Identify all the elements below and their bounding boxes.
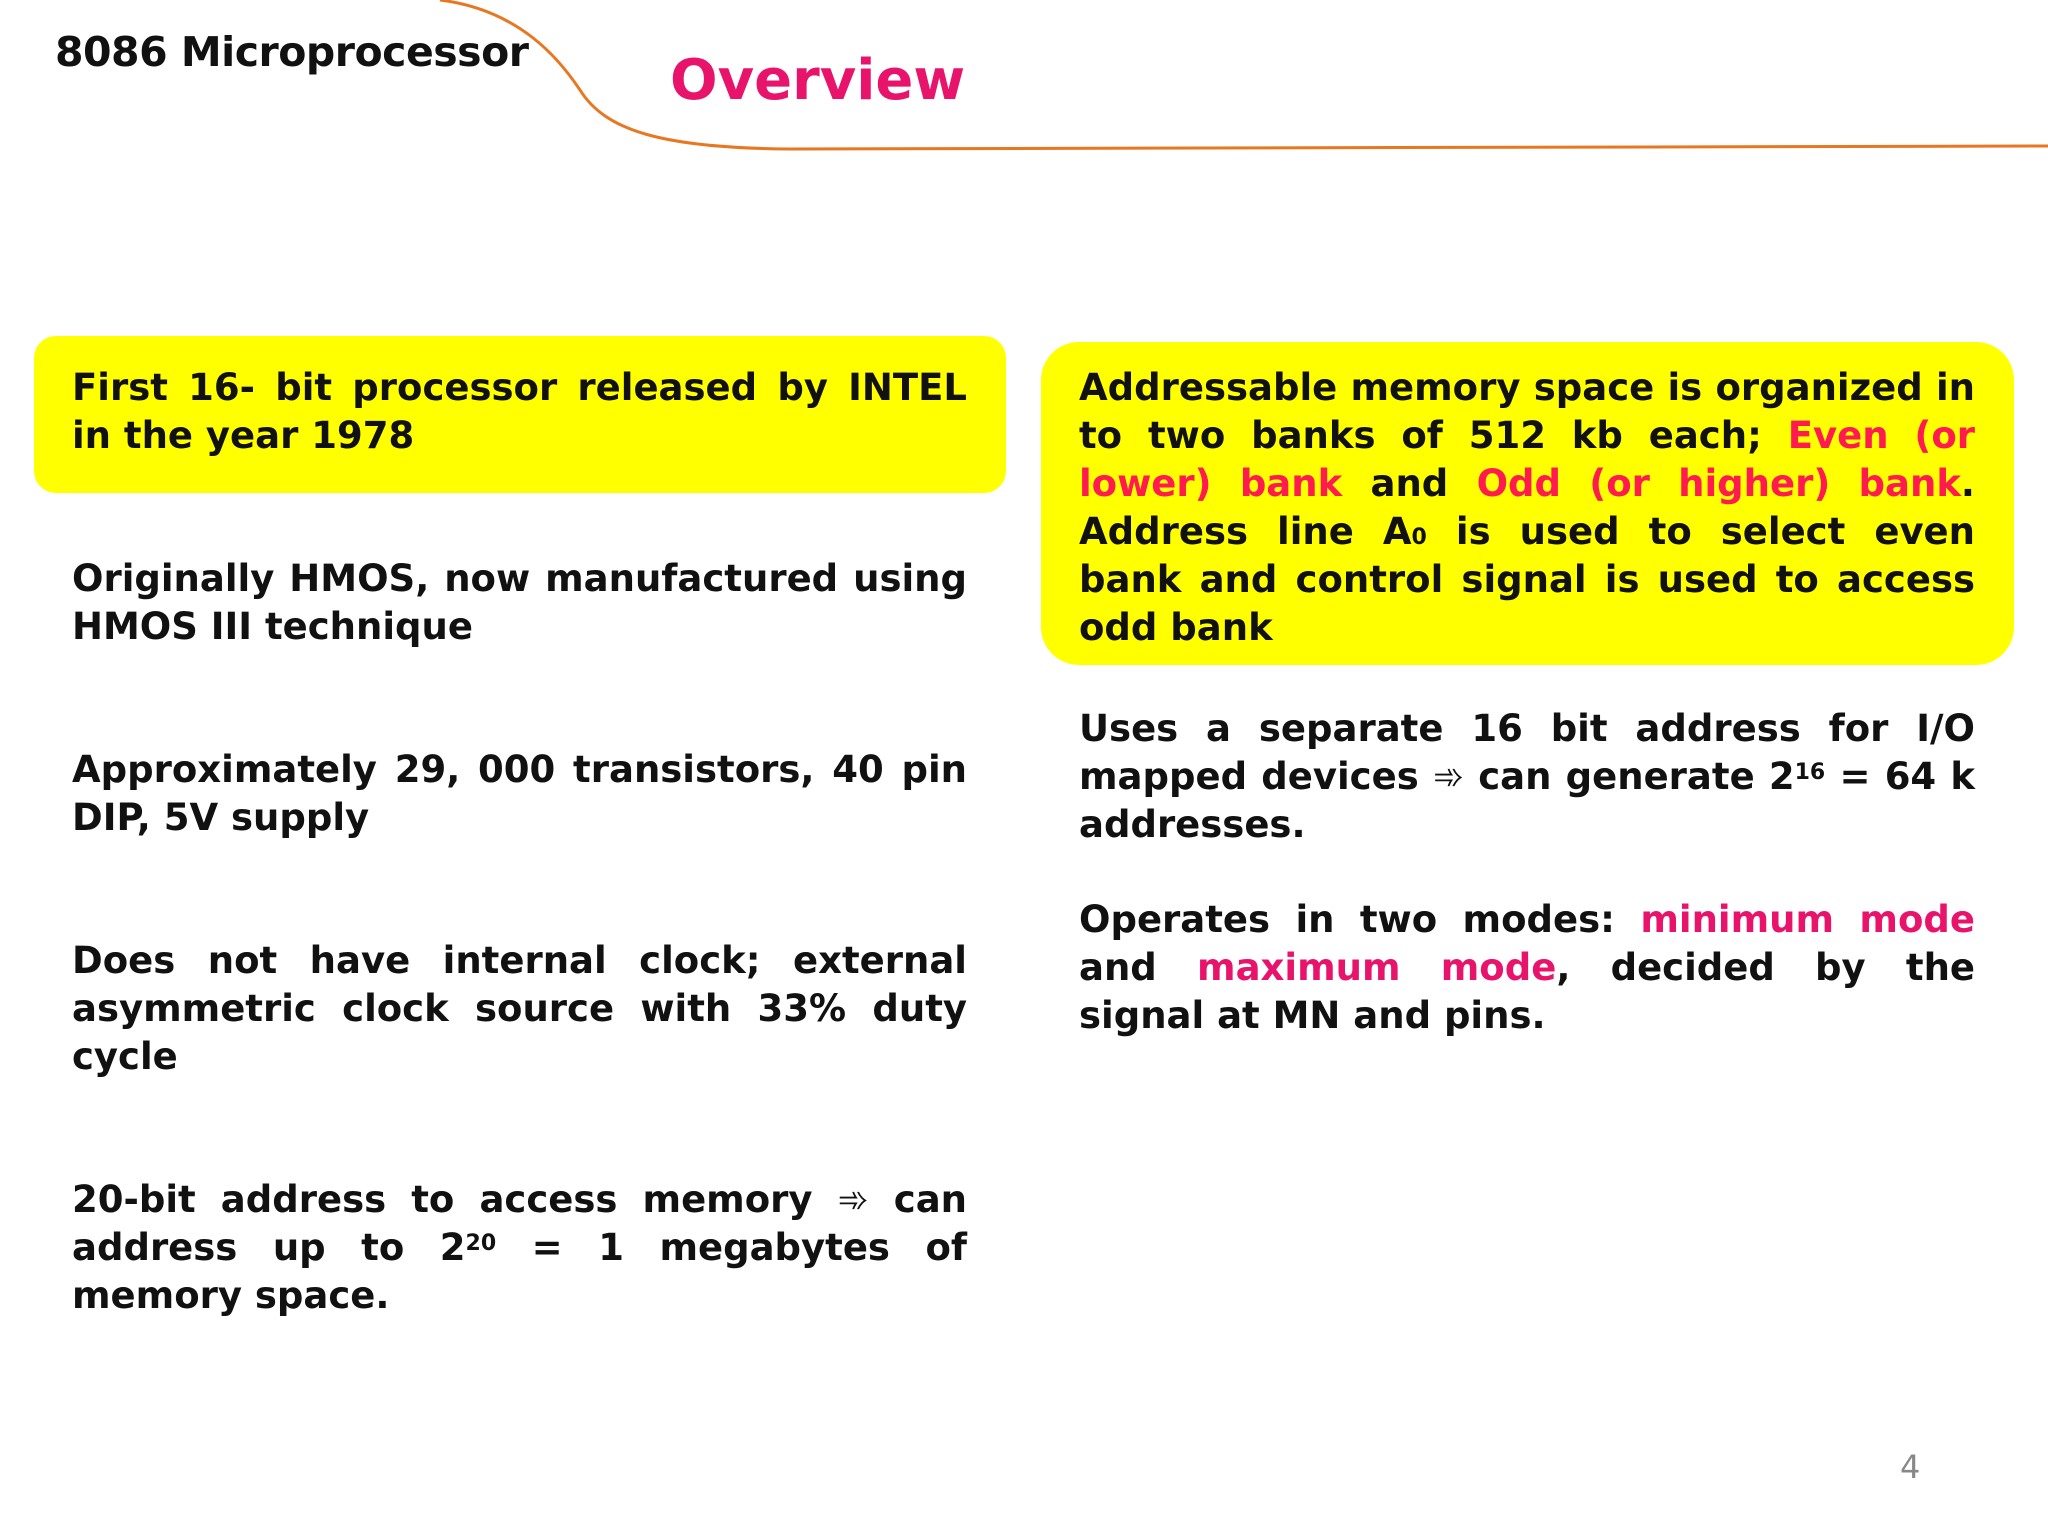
- arrow-icon: ➾: [837, 1178, 869, 1221]
- minimum-mode-text: minimum mode: [1640, 898, 1975, 941]
- point-text: Does not have internal clock; external asymmetric clock source with 33% duty cycle: [72, 939, 967, 1078]
- slide-title: Overview: [670, 48, 966, 113]
- point-transistors: [72, 746, 967, 842]
- point-address-bus: [72, 1176, 967, 1320]
- point-io-address: [1079, 705, 1975, 849]
- point-text: First 16- bit processor released by INTEL in the year 1978: [72, 366, 967, 457]
- point-text: . Address line A: [1079, 462, 1975, 553]
- point-memory-banks: [1079, 364, 1975, 652]
- point-text: can address up to 2: [72, 1178, 968, 1269]
- point-text: 20-bit address to access memory: [72, 1178, 838, 1221]
- point-modes: [1079, 896, 1975, 1040]
- course-title: 8086 Microprocessor: [55, 28, 529, 76]
- exponent: 16: [1794, 760, 1826, 785]
- point-clock: [72, 937, 967, 1081]
- subscript: 0: [1411, 525, 1427, 550]
- point-first-16bit: [72, 364, 967, 460]
- point-text: = 1 megabytes of memory space.: [72, 1226, 967, 1317]
- point-text: Uses a separate 16 bit address for I/O mapped devices: [1079, 707, 1975, 798]
- page-number: 4: [1900, 1448, 1921, 1486]
- point-text: , decided by the signal at MN and pins.: [1079, 946, 1976, 1037]
- exponent: 20: [465, 1231, 497, 1256]
- point-text: Originally HMOS, now manufactured using HMOS III technique: [72, 557, 967, 648]
- arrow-icon: ➾: [1432, 755, 1464, 798]
- header-swoosh-line: [0, 0, 2048, 160]
- point-text: Approximately 29, 000 transistors, 40 pin DIP, 5V supply: [72, 748, 967, 839]
- point-text: Addressable memory space is organized in to two banks of 512 kb each;: [1079, 366, 1975, 457]
- even-bank-text: Even (or lower) bank: [1079, 414, 1975, 505]
- point-hmos: [72, 555, 967, 651]
- point-text: is used to select even bank and control signal is used to access odd bank: [1079, 510, 1975, 649]
- point-text: and: [1342, 462, 1477, 505]
- point-text: = 64 k addresses.: [1079, 755, 1976, 846]
- point-text: and: [1079, 946, 1198, 989]
- maximum-mode-text: maximum mode: [1197, 946, 1557, 989]
- point-text: Operates in two modes:: [1079, 898, 1641, 941]
- point-text: can generate 2: [1463, 755, 1795, 798]
- odd-bank-text: Odd (or higher) bank: [1476, 462, 1961, 505]
